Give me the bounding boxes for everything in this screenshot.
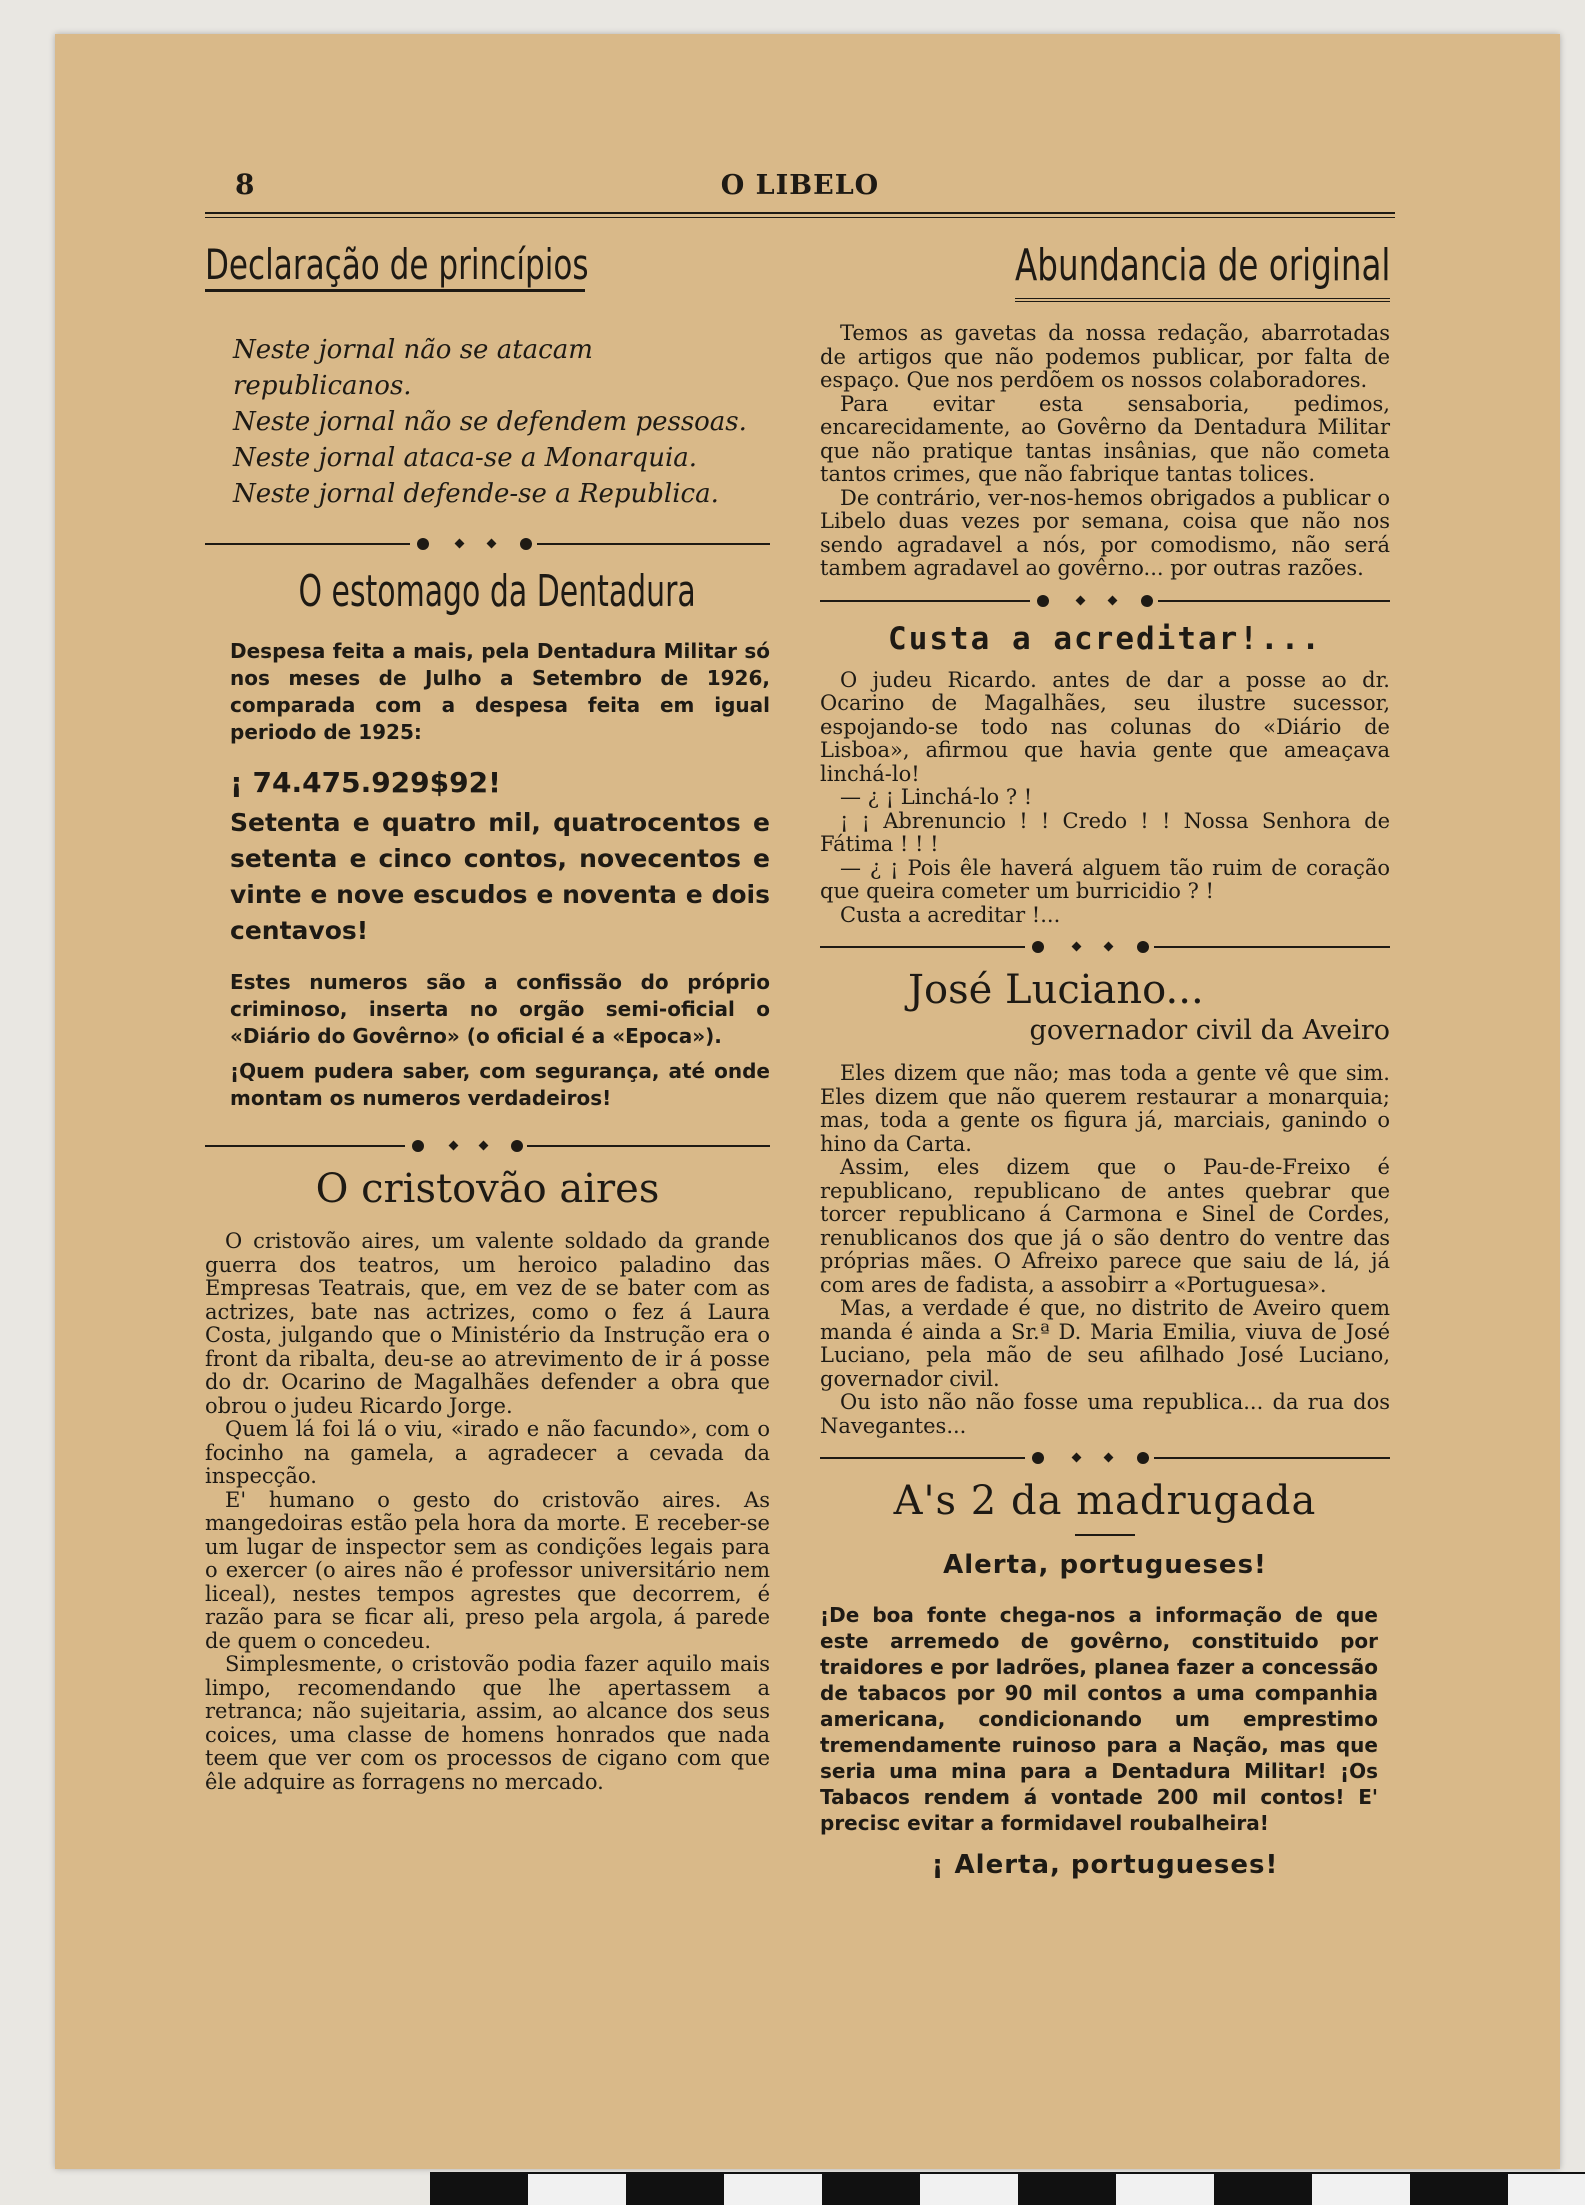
cristovao-paragraph: O cristovão aires, um valente soldado da grande guerra dos teatros, um heroico paladino das Empresas Teatrais, que, em vez de se bater com as actrizes, bate nas actrizes, como o fez á Laura Costa, julgando que o Ministério da Instrução era o front da ribalta, deu-se ao atrevimento de ir á posse do dr. Ocarino de Magalhães defender a obra que obrou o judeu Ricardo Jorge. [205, 1229, 770, 1418]
madrugada-section [820, 1478, 1390, 1880]
estomago-amount-words: Setenta e quatro mil, quatrocentos e setenta e cinco contos, novecentos e vinte e nove escudos e noventa e dois centavos! [230, 808, 770, 945]
ornament-divider [205, 1134, 770, 1158]
header-rule [205, 212, 1395, 218]
newspaper-name: O LIBELO [720, 170, 880, 201]
declaracao-line: Neste jornal não se atacam republicanos. [233, 335, 593, 401]
custa-line: O judeu Ricardo. antes de dar a posse ao dr. Ocarino de Magalhães, seu ilustre sucessor, espojando-se todo nas colunas do «Diário de Lisboa», afirmou que havia gente que ameaçava linchá-lo! [820, 667, 1390, 786]
declaracao-line: Neste jornal defende-se a Republica. [233, 479, 719, 509]
left-column [205, 240, 770, 1794]
jose-paragraph: Ou isto não não fosse uma republica... da rua dos Navegantes... [820, 1390, 1390, 1438]
cristovao-section [205, 1166, 770, 1794]
abundancia-section [820, 240, 1390, 581]
ornament-divider [820, 589, 1390, 613]
ornament-divider [205, 532, 770, 556]
scale-ruler [430, 2172, 1585, 2205]
custa-line: — ¿ ¡ Linchá-lo ? ! [840, 785, 1033, 809]
estomago-section [205, 566, 770, 1112]
madrugada-title: A's 2 da madrugada [893, 1478, 1317, 1524]
page-number: 8 [235, 168, 255, 201]
madrugada-body: ¡De boa fonte chega-nos a informação de que este arremedo de govêrno, constituido por traidores e por ladrões, planea fazer a concessão de tabacos por 90 mil contos a uma companhia americana, condicionando um emprestimo tremendamente ruinoso para a Nação, mas que seria uma mina para a Dentadura Militar! ¡Os Tabacos rendem á vontade 200 mil contos! E' precisc evitar a formidavel roubalheira! [820, 1603, 1378, 1835]
declaracao-section [205, 240, 770, 512]
cristovao-title: O cristovão aires [315, 1166, 660, 1212]
custa-line: ¡ ¡ Abrenuncio ! ! Credo ! ! Nossa Senhora de Fátima ! ! ! [820, 808, 1390, 856]
custa-section [820, 621, 1390, 928]
declaracao-line: Neste jornal não se defendem pessoas. [233, 407, 747, 437]
jose-paragraph: Assim, eles dizem que o Pau-de-Freixo é republicano, republicano de antes quebrar que torcer republicano á Carmona e Sinel de Cordes, renublicanos dos que já o são dentro do ventre das próprias mães. O Afreixo parece que saiu de lá, já com ares de fadista, a assobirr a «Portuguesa». [820, 1155, 1390, 1297]
custa-title: Custa a acreditar!... [888, 620, 1322, 657]
cristovao-paragraph: E' humano o gesto do cristovão aires. As mangedoiras estão pela hora da morte. E receber-se um lugar de inspector sem as condições legais para o exercer (o aires não é professor universitário nem liceal), nestes tempos agrestes que decorrem, é razão para se ficar ali, preso pela argola, á parede de quem o concedeu. [205, 1487, 770, 1653]
right-column [820, 240, 1390, 1880]
madrugada-alerta-final: ¡ Alerta, portugueses! [931, 1850, 1279, 1880]
madrugada-rule [1075, 1534, 1135, 1536]
custa-line: — ¿ ¡ Pois êle haverá alguem tão ruim de coração que queira cometer um burricidio ? ! [820, 855, 1390, 903]
cristovao-paragraph: Simplesmente, o cristovão podia fazer aquilo mais limpo, recomendando que lhe apertassem a retranca; não sujeitaria, assim, ao alcance dos seus coices, uma classe de homens honrados que nada teem que ver com os processos de cigano com que êle adquire as forragens no mercado. [205, 1652, 770, 1794]
custa-line: Custa a acreditar !... [840, 902, 1061, 927]
ornament-divider [820, 1446, 1390, 1470]
estomago-intro: Despesa feita a mais, pela Dentadura Militar só nos meses de Julho a Setembro de 1926, comparada com a despesa feita em igual periodo de 1925: [230, 639, 770, 744]
jose-paragraph: Eles dizem que não; mas toda a gente vê que sim. Eles dizem que não querem restaurar a monarquia; mas, toda a gente os figura já, marciais, ganindo o hino da Carta. [820, 1061, 1390, 1156]
abundancia-paragraph: Para evitar esta sensaboria, pedimos, encarecidamente, ao Govêrno da Dentadura Militar que não pratique tantas insânias, que não cometa tantos crimes, que não fabrique tantas tolices. [820, 391, 1390, 486]
jose-section [820, 967, 1390, 1438]
jose-title: José Luciano... [908, 967, 1204, 1013]
cristovao-paragraph: Quem lá foi lá o viu, «irado e não facundo», com o focinho na gamela, a agradecer a cevada da inspecção. [205, 1417, 770, 1488]
declaracao-title: Declaração de princípios [205, 240, 589, 289]
estomago-quem: ¡Quem pudera saber, com segurança, até onde montam os numeros verdadeiros! [230, 1059, 770, 1110]
declaracao-line: Neste jornal ataca-se a Monarquia. [233, 443, 698, 473]
abundancia-title: Abundancia de original [1015, 240, 1391, 291]
madrugada-alerta: Alerta, portugueses! [943, 1550, 1267, 1580]
estomago-confissao: Estes numeros são a confissão do próprio criminoso, inserta no orgão semi-oficial o «Diário do Govêrno» (o oficial é a «Epoca»). [230, 970, 770, 1048]
abundancia-paragraph: Temos as gavetas da nossa redação, abarrotadas de artigos que não podemos publicar, por falta de espaço. Que nos perdõem os nossos colaboradores. [820, 321, 1390, 392]
jose-paragraph: Mas, a verdade é que, no distrito de Aveiro quem manda é ainda a Sr.ª D. Maria Emilia, viuva de José Luciano, pela mão de seu afilhado José Luciano, governador civil. [820, 1296, 1390, 1391]
ornament-divider [820, 935, 1390, 959]
estomago-title: O estomago da Dentadura [298, 566, 696, 617]
abundancia-paragraph: De contrário, ver-nos-hemos obrigados a publicar o Libelo duas vezes por semana, coisa que não nos sendo agradavel a nós, por comodismo, não será tambem agradavel ao govêrno... por outras razões. [820, 485, 1390, 580]
estomago-amount: ¡ 74.475.929$92! [230, 766, 501, 799]
jose-subtitle: governador civil da Aveiro [1029, 1015, 1390, 1046]
